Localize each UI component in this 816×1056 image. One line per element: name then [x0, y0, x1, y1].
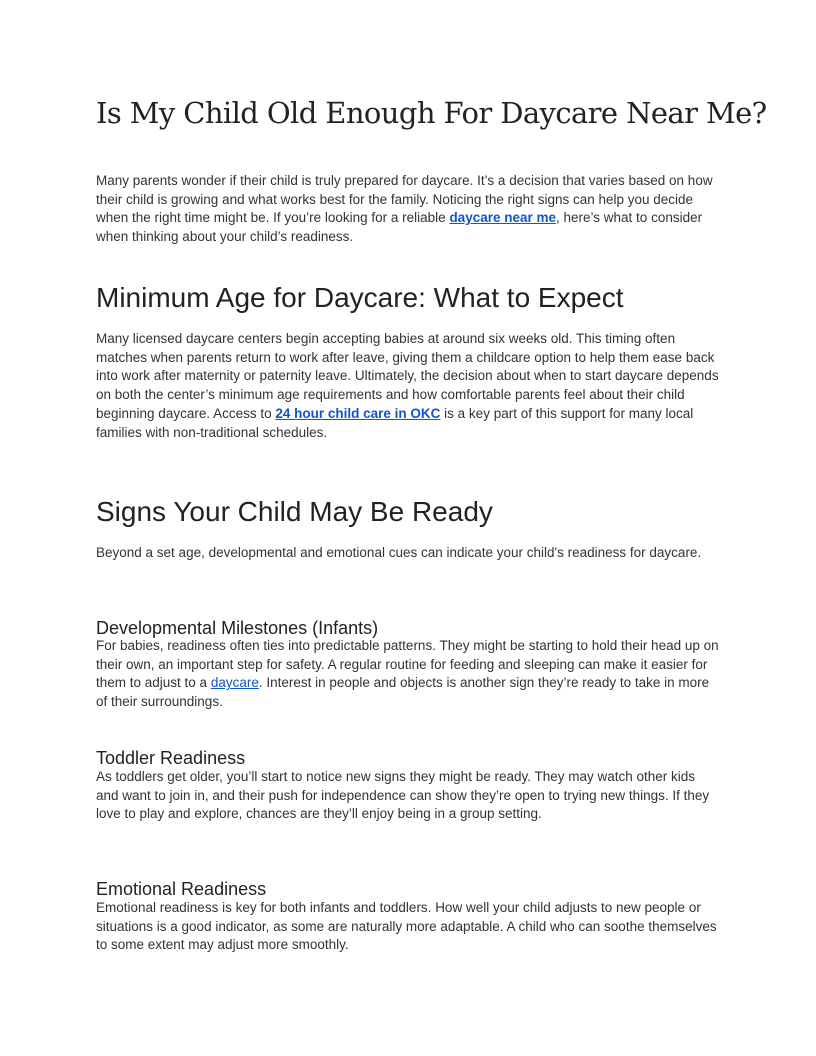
emotional-heading: Emotional Readiness [96, 879, 267, 899]
page-title: Is My Child Old Enough For Daycare Near Me? [96, 96, 767, 130]
signs-heading: Signs Your Child May Be Ready [96, 496, 493, 527]
toddler-heading: Toddler Readiness [96, 748, 246, 768]
minimum-age-paragraph [96, 330, 720, 442]
daycare-link[interactable]: daycare [210, 675, 259, 691]
intro-text-start: Many parents wonder if their child is truly prepared for daycare. It’s a decision that varies based on how their child is growing and what works best for the family. Noticing the right signs can help you decide when the right time might be. If you’re looking for a reliable [96, 173, 713, 226]
signs-paragraph: Beyond a set age, developmental and emotional cues can indicate your child's readiness for daycare. [96, 545, 702, 560]
minimum-age-text-end: is a key part of this support for many local families with non-traditional schedules. [96, 405, 694, 440]
24-hour-child-care-link[interactable]: 24 hour child care in OKC [275, 405, 441, 421]
intro-text-end: , here’s what to consider when thinking about your child’s readiness. [96, 210, 703, 245]
developmental-paragraph [96, 637, 720, 712]
developmental-heading: Developmental Milestones (Infants) [96, 618, 379, 638]
minimum-age-text-start: Many licensed daycare centers begin accepting babies at around six weeks old. This timing often matches when parents return to work after leave, giving them a childcare option to help them ease back into work after maternity or paternity leave. Ultimately, the decision about when to start daycare depends on both the center’s minimum age requirements and how comfortable parents feel about their child beginning daycare. Access to [96, 331, 719, 421]
developmental-text-end: . Interest in people and objects is another sign they’re ready to take in more of their surroundings. [96, 675, 710, 710]
toddler-paragraph: As toddlers get older, you’ll start to notice new signs they might be ready. They may watch other kids and want to join in, and their push for independence can show they’re open to trying new things. If they love to play and explore, chances are they’ll enjoy being in a group setting. [96, 769, 710, 822]
emotional-paragraph: Emotional readiness is key for both infants and toddlers. How well your child adjusts to new people or situations is a good indicator, as some are naturally more adaptable. A child who can soothe themselves to some extent may adjust more smoothly. [96, 900, 717, 953]
minimum-age-heading: Minimum Age for Daycare: What to Expect [96, 282, 624, 313]
intro-paragraph [96, 172, 720, 247]
daycare-near-me-link[interactable]: daycare near me [449, 210, 557, 226]
developmental-text-start: For babies, readiness often ties into predictable patterns. They might be starting to hold their head up on their own, an important step for safety. A regular routine for feeding and sleeping can make it easier for them to adjust to a [96, 638, 719, 691]
